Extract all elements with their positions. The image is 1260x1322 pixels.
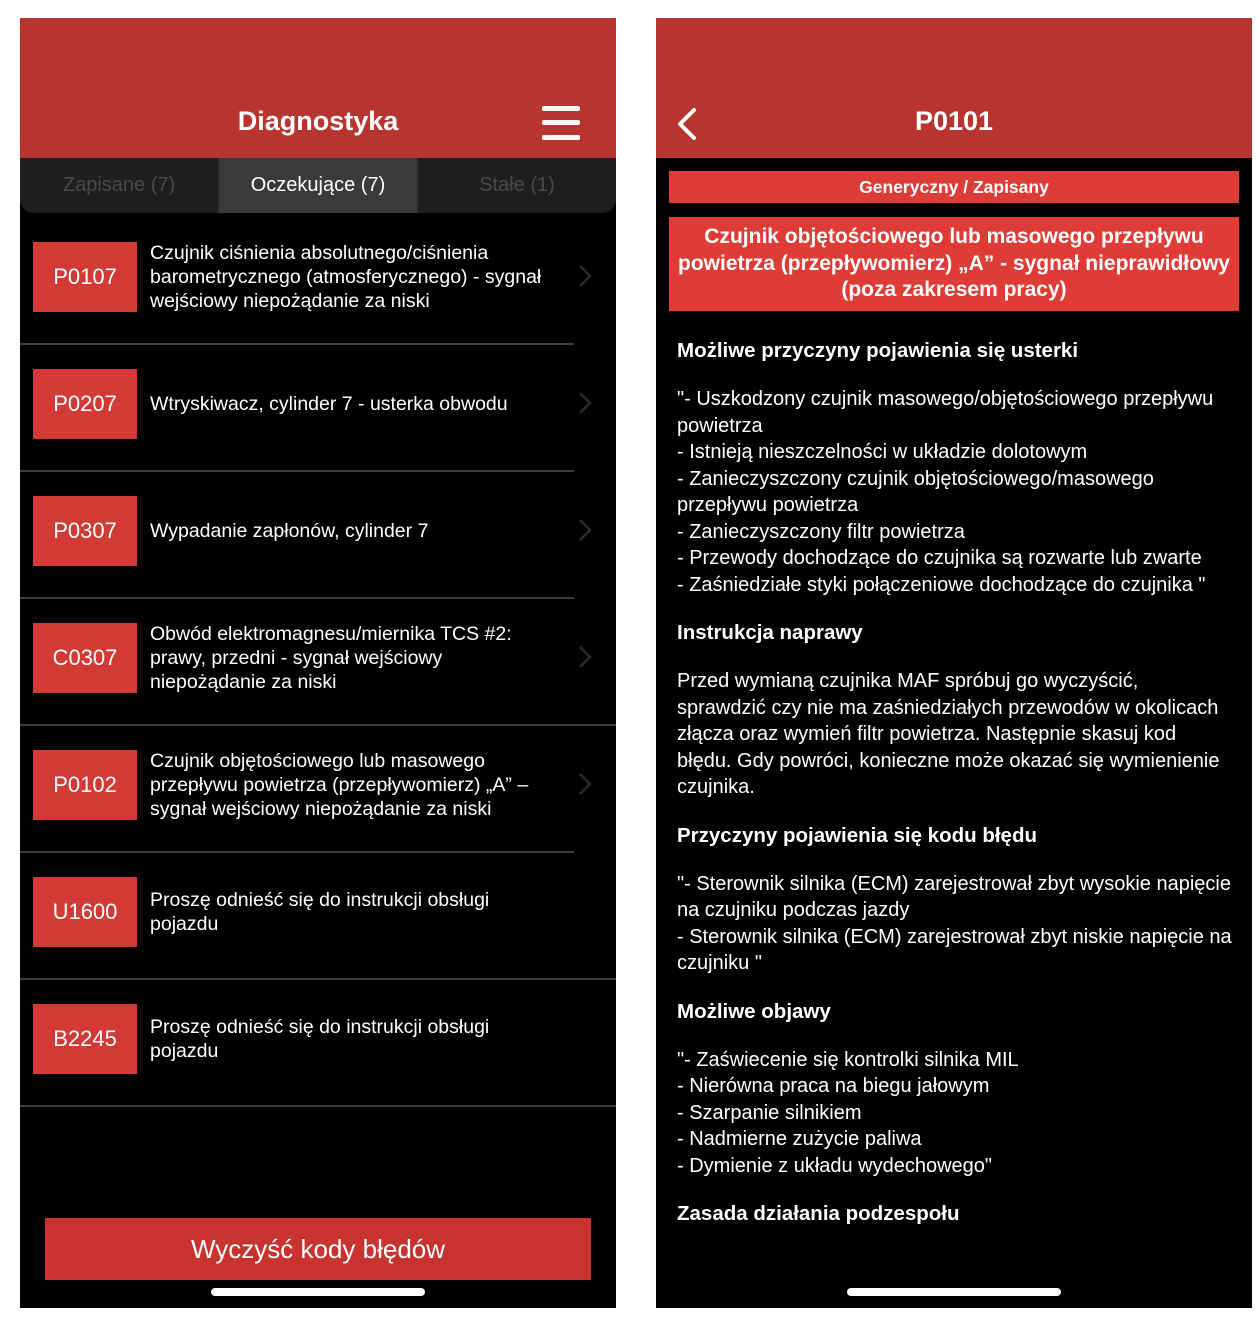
detail-content	[677, 338, 1232, 1249]
tab-saved[interactable]: Zapisane (7)	[62, 174, 176, 196]
code-description: Proszę odnieść się do instrukcji obsługi pojazdu	[150, 889, 490, 935]
code-description: Czujnik ciśnienia absolutnego/ciśnienia barometrycznego (atmosferycznego) - sygnał wejściowy niepożądanie za niski	[150, 242, 542, 312]
section-heading-operation: Zasada działania podzespołu	[677, 1202, 960, 1225]
nav-bar	[656, 18, 1252, 158]
section-body-causes: "- Uszkodzony czujnik masowego/objętościowego przepływu powietrza - Istnieją nieszczelności w układzie dolotowym - Zanieczyszczony czujnik objętościowego/masowego przepływu powietrza - Zanieczyszczony filtr powietrza - Przewody dochodzące do czujnika są rozwarte lub zwarte - Zaśniedziałe styki połączeniowe dochodzące do czujnika "	[677, 388, 1214, 596]
hamburger-menu-icon[interactable]	[542, 106, 580, 140]
code-badge: P0107	[33, 242, 137, 312]
section-body-symptoms: "- Zaświecenie się kontrolki silnika MIL - Nierówna praca na biegu jałowym - Szarpanie silnikiem - Nadmierne zużycie paliwa - Dymienie z układu wydechowego"	[677, 1048, 1019, 1177]
code-list	[20, 218, 616, 1107]
section-body-repair: Przed wymianą czujnika MAF spróbuj go wyczyścić, sprawdzić czy nie ma zaśniedziałych przewodów w okolicach złącza oraz wymień filtr powietrza. Następnie skasuj kod błędu. Gdy powróci, konieczne może okazać się wymienienie czujnika.	[677, 670, 1220, 798]
code-title: Czujnik objętościowego lub masowego przepływu powietrza (przepływomierz) „A” - sygnał nieprawidłowy (poza zakresem pracy)	[669, 217, 1239, 311]
chevron-right-icon	[578, 772, 592, 796]
code-badge: P0307	[33, 496, 137, 566]
code-row-p0107[interactable]	[20, 218, 616, 345]
page-title: Diagnostyka	[237, 106, 399, 136]
code-badge: C0307	[33, 623, 137, 693]
code-description: Proszę odnieść się do instrukcji obsługi pojazdu	[150, 1016, 490, 1062]
code-row-c0307[interactable]	[20, 599, 616, 726]
section-heading-code-causes: Przyczyny pojawienia się kodu błędu	[677, 823, 1037, 847]
code-detail-screen	[656, 18, 1252, 1308]
chevron-right-icon	[578, 518, 592, 542]
section-heading-symptoms: Możliwe objawy	[677, 999, 831, 1023]
code-badge: P0102	[33, 750, 137, 820]
code-description: Wypadanie zapłonów, cylinder 7	[150, 520, 429, 542]
code-description: Czujnik objętościowego lub masowego przepływu powietrza (przepływomierz) „A” – sygnał wejściowy niepożądanie za niski	[150, 750, 529, 820]
code-row-p0102[interactable]	[20, 726, 616, 853]
home-indicator[interactable]	[847, 1288, 1061, 1296]
code-row-p0207[interactable]	[20, 345, 616, 472]
tab-pending[interactable]: Oczekujące (7)	[218, 158, 417, 213]
code-badge: B2245	[33, 1004, 137, 1074]
code-row-p0307[interactable]	[20, 472, 616, 599]
tab-permanent[interactable]: Stałe (1)	[417, 158, 616, 213]
chevron-right-icon	[578, 264, 592, 288]
code-row-b2245[interactable]	[20, 980, 616, 1107]
code-description: Obwód elektromagnesu/miernika TCS #2: prawy, przedni - sygnał wejściowy niepożądanie za niski	[150, 623, 512, 693]
code-category: Generyczny / Zapisany	[669, 171, 1239, 203]
row-divider	[20, 1105, 616, 1107]
tab-bar	[20, 158, 616, 213]
chevron-right-icon	[578, 391, 592, 415]
code-row-u1600[interactable]	[20, 853, 616, 980]
home-indicator[interactable]	[211, 1288, 425, 1296]
code-badge: U1600	[33, 877, 137, 947]
chevron-right-icon	[578, 645, 592, 669]
diagnostics-screen	[20, 18, 616, 1308]
clear-codes-button[interactable]: Wyczyść kody błędów	[45, 1218, 591, 1280]
page-title: P0101	[914, 106, 994, 136]
section-heading-causes: Możliwe przyczyny pojawienia się usterki	[677, 339, 1079, 362]
nav-bar	[20, 18, 616, 158]
code-badge: P0207	[33, 369, 137, 439]
section-body-code-causes: "- Sterownik silnika (ECM) zarejestrował zbyt wysokie napięcie na czujniku podczas jazdy - Sterownik silnika (ECM) zarejestrował zbyt niskie napięcie na czujniku "	[677, 872, 1232, 974]
section-heading-repair: Instrukcja naprawy	[677, 621, 863, 644]
code-description: Wtryskiwacz, cylinder 7 - usterka obwodu	[150, 393, 508, 415]
